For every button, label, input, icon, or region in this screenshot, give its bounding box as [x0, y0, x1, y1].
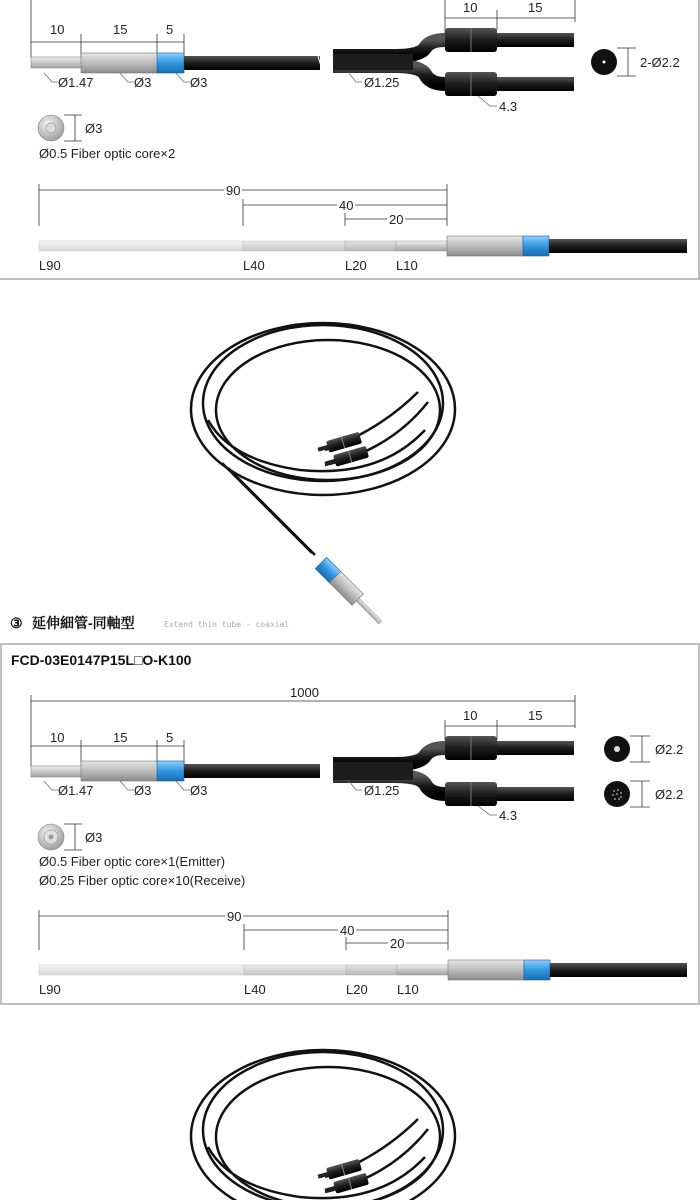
- p1-core-note: Ø0.5 Fiber optic core×2: [39, 146, 176, 161]
- p1-dim-15: 15: [113, 22, 128, 37]
- p2-total-length: 1000: [290, 685, 319, 700]
- p2-dim-5: 5: [166, 730, 174, 745]
- p2-dia-125: Ø1.25: [364, 783, 400, 798]
- p2-label-l90: L90: [39, 982, 61, 997]
- p2-dim-15: 15: [113, 730, 128, 745]
- p2-core-note-emitter: Ø0.5 Fiber optic core×1(Emitter): [39, 854, 226, 869]
- p1-len-40: 40: [339, 198, 354, 213]
- p2-label-l20: L20: [346, 982, 368, 997]
- panel-2-drawing: [31, 685, 687, 997]
- p1-dia-125: Ø1.25: [364, 75, 400, 90]
- p1-end-dim: 2-Ø2.2: [640, 55, 680, 70]
- p1-dim-right-15: 15: [528, 0, 543, 15]
- p1-dia-3a: Ø3: [134, 75, 152, 90]
- p2-len-20: 20: [390, 936, 405, 951]
- p2-nut-dim: 4.3: [499, 808, 518, 823]
- p2-core-dim: Ø3: [85, 830, 103, 845]
- p2-label-l40: L40: [244, 982, 266, 997]
- p1-nut-dim: 4.3: [499, 99, 518, 114]
- fiber-coil-illustration: [191, 323, 455, 628]
- p1-label-l10: L10: [396, 258, 418, 273]
- panel-2-frame: [1, 644, 699, 1004]
- p2-dia-147: Ø1.47: [58, 783, 94, 798]
- p2-len-90: 90: [227, 909, 242, 924]
- p2-dim-right-15: 15: [528, 708, 543, 723]
- p1-core-dim: Ø3: [85, 121, 103, 136]
- p1-label-l90: L90: [39, 258, 61, 273]
- p1-label-l20: L20: [345, 258, 367, 273]
- p1-len-20: 20: [389, 212, 404, 227]
- p2-dia-3a: Ø3: [134, 783, 152, 798]
- p2-end-dim-receiver: Ø2.2: [655, 787, 684, 802]
- model-number: FCD-03E0147P15L□O-K100: [11, 652, 192, 668]
- p1-dim-10: 10: [50, 22, 65, 37]
- section-number: ③: [10, 615, 23, 631]
- p2-end-dim-emitter: Ø2.2: [655, 742, 684, 757]
- section-title: 延伸細管-同軸型: [32, 615, 135, 631]
- p2-label-l10: L10: [397, 982, 419, 997]
- section-3-header: [10, 615, 289, 631]
- p1-dia-3b: Ø3: [190, 75, 208, 90]
- p2-len-40: 40: [340, 923, 355, 938]
- p1-len-90: 90: [226, 183, 241, 198]
- p2-dim-10: 10: [50, 730, 65, 745]
- section-subtitle: Extend thin tube - coaxial: [164, 620, 290, 629]
- p1-dim-right-10: 10: [463, 0, 478, 15]
- p1-dim-5: 5: [166, 22, 174, 37]
- panel-1-drawing: [31, 0, 687, 273]
- p2-dia-3b: Ø3: [190, 783, 208, 798]
- p2-dim-right-10: 10: [463, 708, 478, 723]
- fiber-coil-illustration-2: [191, 1050, 455, 1200]
- p1-label-l40: L40: [243, 258, 265, 273]
- p2-core-note-receive: Ø0.25 Fiber optic core×10(Receive): [39, 873, 246, 888]
- p1-dia-147: Ø1.47: [58, 75, 94, 90]
